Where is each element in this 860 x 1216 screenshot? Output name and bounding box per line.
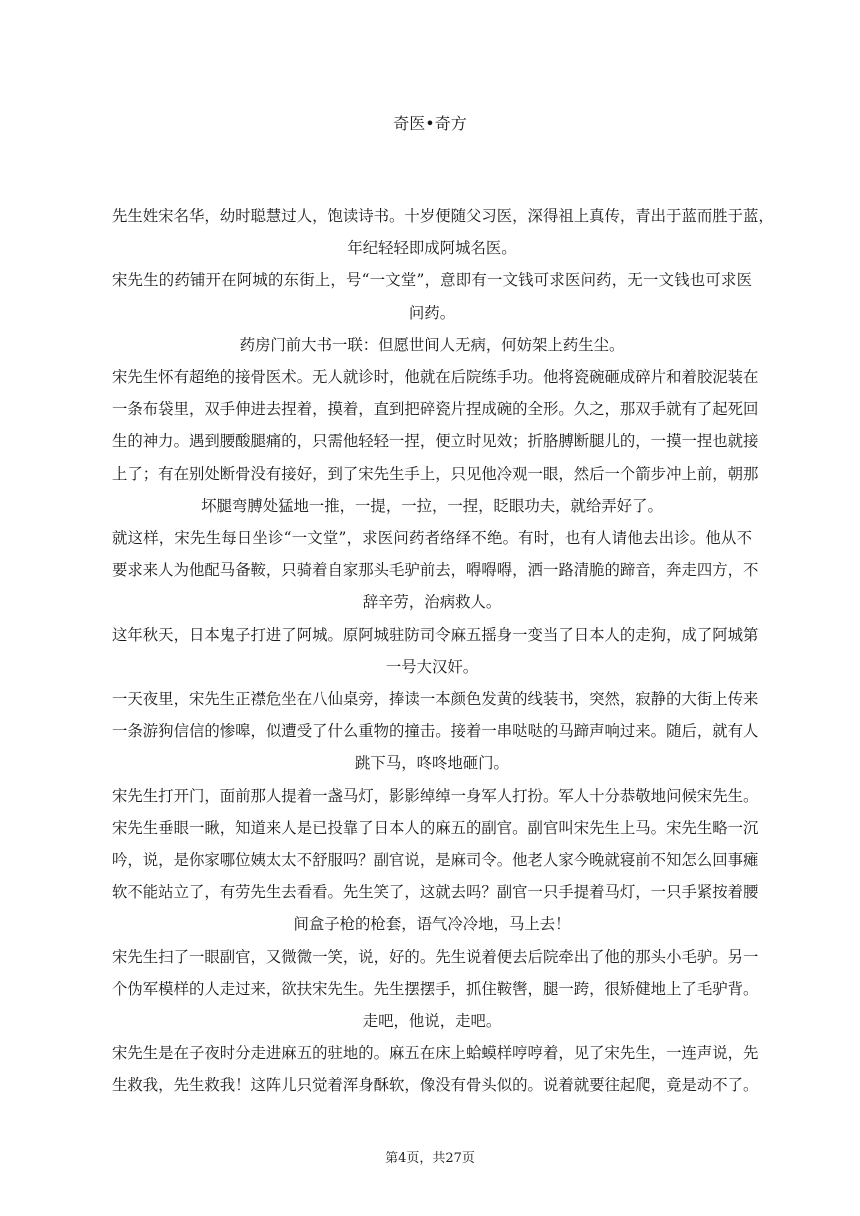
text-line: 跳下马，咚咚地砸门。 [355, 754, 509, 773]
text-line: 上了；有在别处断骨没有接好，到了宋先生手上，只见他冷观一眼，然后一个箭步冲上前，朝那 [112, 464, 759, 483]
text-line: 生救我，先生救我！这阵儿只觉着浑身酥软，像没有骨头似的。说着就要往起爬，竟是动不了。 [112, 1076, 759, 1095]
text-line: 药房门前大书一联：但愿世间人无病，何妨架上药生尘。 [239, 335, 625, 354]
text-line: 先生姓宋名华，幼时聪慧过人，饱读诗书。十岁便随父习医，深得祖上真传，青出于蓝而胜于蓝， [112, 207, 774, 225]
text-line: 宋先生打开门，面前那人提着一盏马灯，影影绰绰一身军人打扮。军人十分恭敬地问候宋先生。 [112, 786, 759, 805]
paragraph [112, 361, 759, 522]
text-line: 一号大汉奸。 [385, 657, 479, 676]
text-line: 个伪军模样的人走过来，欲扶宋先生。先生摆摆手，抓住鞍辔，腿一跨，很矫健地上了毛驴背。 [112, 979, 759, 998]
text-line: 宋先生扫了一眼副官，又微微一笑，说，好的。先生说着便去后院牵出了他的那头小毛驴。另一 [112, 947, 759, 966]
page-footer: 第4页，共27页 [385, 1151, 475, 1166]
paragraph [112, 683, 759, 780]
text-line: 宋先生垂眼一瞅，知道来人是已投靠了日本人的麻五的副官。副官叫宋先生上马。宋先生略一沉 [112, 818, 759, 837]
text-line: 间盒子枪的枪套，语气冷冷地，马上去！ [293, 915, 571, 934]
text-line: 年纪轻轻即成阿城名医。 [347, 239, 517, 258]
paragraph [112, 941, 759, 1038]
document-body [112, 200, 774, 1102]
text-line: 一条游狗信信的惨嗥，似遭受了什么重物的撞击。接着一串哒哒的马蹄声响过来。随后，就有人 [112, 722, 759, 741]
text-line: 要求来人为他配马备鞍，只骑着自家那头毛驴前去，嘚嘚嘚，洒一路清脆的蹄音，奔走四方，不 [112, 561, 759, 580]
document-title: 奇医•奇方 [393, 114, 467, 133]
text-line: 软不能站立了，有劳先生去看看。先生笑了，这就去吗？副官一只手提着马灯，一只手紧按着腰 [112, 883, 759, 902]
text-line: 走吧，他说，走吧。 [362, 1012, 502, 1031]
text-line: 生的神力。遇到腰酸腿痛的，只需他轻轻一捏，便立时见效；折胳膊断腿儿的，一摸一捏也就接 [112, 432, 759, 451]
paragraph [112, 200, 774, 264]
text-line: 问药。 [408, 303, 456, 322]
text-line: 一天夜里，宋先生正襟危坐在八仙桌旁，捧读一本颜色发黄的线装书，突然，寂静的大街上传来 [112, 690, 759, 709]
text-line: 辞辛劳，治病救人。 [362, 593, 502, 612]
paragraph [112, 619, 759, 683]
paragraph [112, 522, 759, 619]
text-line: 宋先生是在子夜时分走进麻五的驻地的。麻五在床上蛤蟆样哼哼着，见了宋先生，一连声说，先 [112, 1044, 759, 1063]
paragraph [112, 264, 752, 328]
text-line: 一条布袋里，双手伸进去捏着，摸着，直到把碎瓷片捏成碗的全形。久之，那双手就有了起死回 [112, 400, 759, 419]
text-line: 这年秋天，日本鬼子打进了阿城。原阿城驻防司令麻五摇身一变当了日本人的走狗，成了阿城第 [112, 625, 759, 644]
paragraph [112, 329, 752, 361]
paragraph [112, 780, 759, 812]
text-line: 宋先生怀有超绝的接骨医术。无人就诊时，他就在后院练手功。他将瓷碗砸成碎片和着胶泥装在 [112, 368, 759, 387]
paragraph [112, 1037, 759, 1101]
text-line: 坏腿弯膊处猛地一推，一提，一拉，一捏，眨眼功夫，就给弄好了。 [201, 496, 663, 515]
text-line: 宋先生的药铺开在阿城的东街上，号“一文堂”，意即有一文钱可求医问药，无一文钱也可求医 [112, 271, 752, 290]
text-line: 吟，说，是你家哪位姨太太不舒服吗？副官说，是麻司令。他老人家今晚就寝前不知怎么回事瘫 [112, 851, 759, 870]
paragraph [112, 812, 759, 941]
text-line: 就这样，宋先生每日坐诊“一文堂”，求医问药者络绎不绝。有时，也有人请他去出诊。他从不 [112, 529, 752, 548]
